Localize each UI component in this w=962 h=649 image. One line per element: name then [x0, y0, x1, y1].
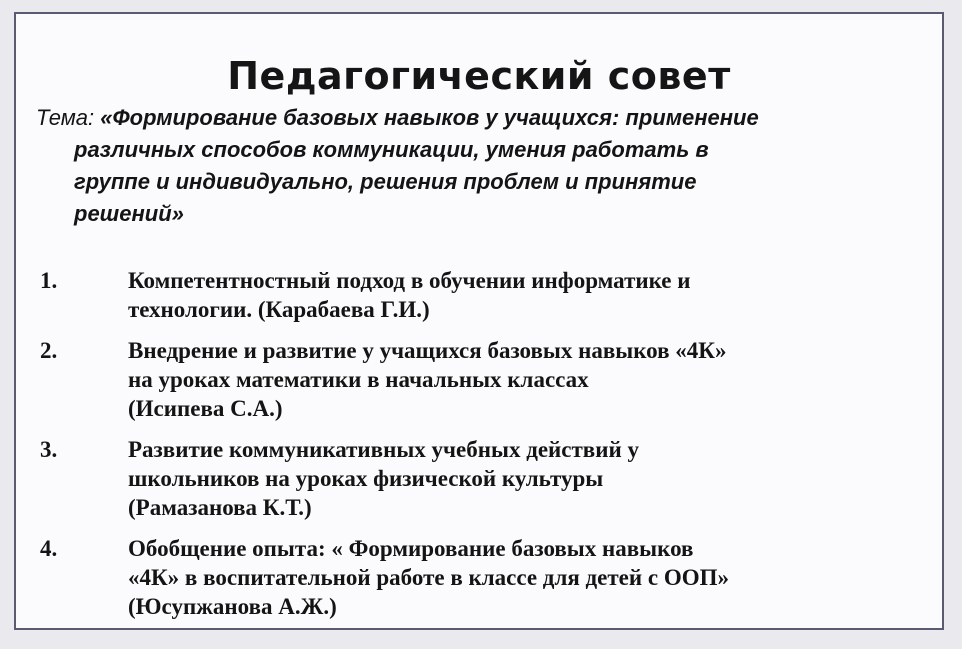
agenda-item-line: Компетентностный подход в обучении информатике и: [128, 268, 691, 293]
agenda-item-line: на уроках математики в начальных классах: [128, 367, 589, 392]
agenda-item-text: [128, 266, 938, 324]
topic-line-1: [36, 102, 936, 134]
topic-text-line: различных способов коммуникации, умения работать в: [74, 137, 709, 162]
agenda-item: [16, 435, 942, 522]
agenda-item-line: (Юсупжанова А.Ж.): [128, 594, 337, 619]
agenda-item-line: «4К» в воспитательной работе в классе для детей с ООП»: [128, 565, 730, 590]
presentation-slide: [14, 12, 944, 630]
topic-block: [36, 102, 936, 230]
agenda-item-number: 3.: [40, 437, 58, 462]
agenda-item: [16, 534, 942, 621]
topic-text-line: группе и индивидуально, решения проблем и принятие: [74, 169, 697, 194]
agenda-item-number: 4.: [40, 536, 58, 561]
agenda-item-text: [128, 534, 938, 621]
agenda-item: [16, 266, 942, 324]
agenda-item-number: 2.: [40, 338, 58, 363]
agenda-item-line: Внедрение и развитие у учащихся базовых навыков «4К»: [128, 338, 727, 363]
agenda-item-line: (Рамазанова К.Т.): [128, 495, 312, 520]
agenda-item-number: 1.: [40, 268, 58, 293]
agenda-list: [16, 266, 942, 630]
agenda-item-text: [128, 336, 938, 423]
agenda-item-line: Обобщение опыта: « Формирование базовых навыков: [128, 536, 694, 561]
agenda-item-line: технологии. (Карабаева Г.И.): [128, 297, 430, 322]
slide-title: Педагогический совет: [227, 54, 731, 98]
agenda-item-line: Развитие коммуникативных учебных действий у: [128, 437, 639, 462]
topic-text-line: решений»: [74, 201, 184, 226]
agenda-item-line: школьников на уроках физической культуры: [128, 466, 604, 491]
topic-label: Тема:: [36, 105, 95, 130]
agenda-item-text: [128, 435, 938, 522]
agenda-item-line: (Исипева С.А.): [128, 396, 283, 421]
agenda-item: [16, 336, 942, 423]
topic-text-line: «Формирование базовых навыков у учащихся: применение: [100, 105, 759, 130]
